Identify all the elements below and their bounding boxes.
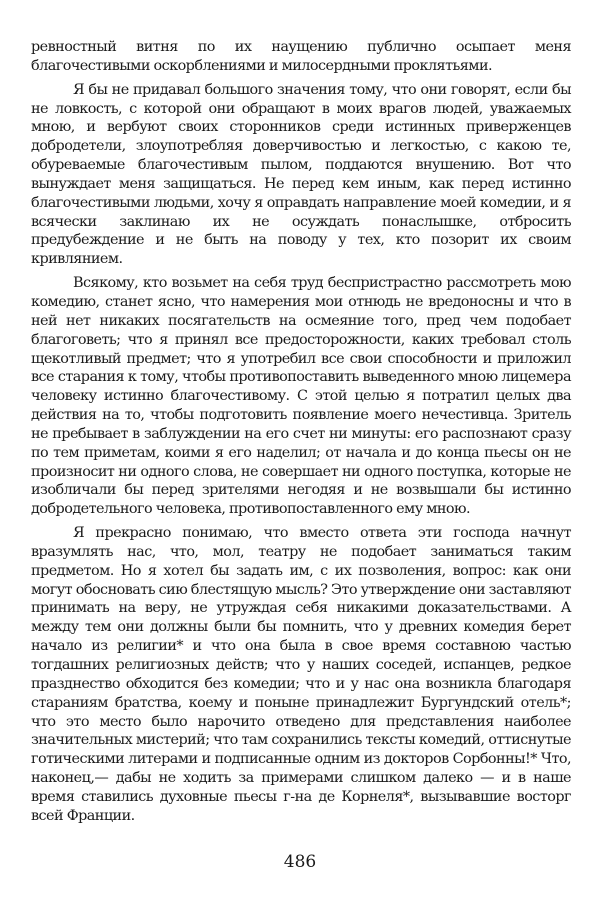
page-number: 486 bbox=[283, 852, 317, 872]
paragraph: Я бы не придавал большого значения тому, что они говорят, если бы не ловкость, с которой они обращают в моих врагов людей, уважаемых мною, и вербуют своих сторонников среди истинных приверженцев добродетели, злоупотребляя доверчивостью и легкостью, с какою те, обуреваемые благочестивым пылом, поддаются внушению. Вот что вынуждает меня защищаться. Не перед кем иным, как перед истинно благочестивыми людьми, хочу я оправдать направление моей комедии, и я всячески заклинаю их не осуждать понаслышке, отбросить предубеждение и не быть на поводу у тех, кто позорит их своим кривлянием. bbox=[31, 81, 571, 268]
paragraph-continued: ревностный витня по их наущению публично осыпает меня благочестивыми оскорблениями и милосердными проклятьями. bbox=[31, 39, 571, 74]
paragraph: Я прекрасно понимаю, что вместо ответа эти господа начнут вразумлять нас, что, мол, театру не подобает заниматься таким предметом. Но я хотел бы задать им, с их позволения, вопрос: как они могут обосновать сию блестящую мысль? Это утверждение они заставляют принимать на веру, не утруждая себя никакими доказательствами. А между тем они должны были бы помнить, что у древних комедия берет начало из религии* и что она была в свое время составною частью тогдашних религиозных действ; что у наших соседей, испанцев, редкое празднество обходится без комедии; что и у нас она возникла благодаря стараниям братства, коему и поныне принадлежит Бургундский отель*; что это место было нарочито отведено для представления наиболее значительных мистерий; что там сохранились тексты комедий, оттиснутые готическими литерами и подписанные одним из докторов Сорбонны!* Что, наконец,— дабы не ходить за примерами слишком далеко — и в наше время ставились духовные пьесы г-на де Корнеля*, вызывавшие восторг всей Франции. bbox=[31, 525, 571, 824]
paragraph: Всякому, кто возьмет на себя труд беспристрастно рассмотреть мою комедию, станет ясно, что намерения мои отнюдь не вредоносны и что в ней нет никаких посягательств на осмеяние того, пред чем подобает благоговеть; что я принял все предосторожности, каких требовал столь щекотливый предмет; что я употребил все свои способности и приложил все старания к тому, чтобы противопоставить выведенного мною лицемера человеку истинно благочестивому. С этой целью я потратил целых два действия на то, чтобы подготовить появление моего нечестивца. Зритель не пребывает в заблуждении на его счет ни минуты: его распознают сразу по тем приметам, коими я его наделил; от начала и до конца пьесы он не произносит ни одного слова, не совершает ни одного поступка, которые не изобличали бы перед зрителями негодяя и не возвышали бы истинно добродетельного человека, противопоставленного ему мною. bbox=[31, 275, 571, 518]
body-text bbox=[31, 38, 571, 826]
